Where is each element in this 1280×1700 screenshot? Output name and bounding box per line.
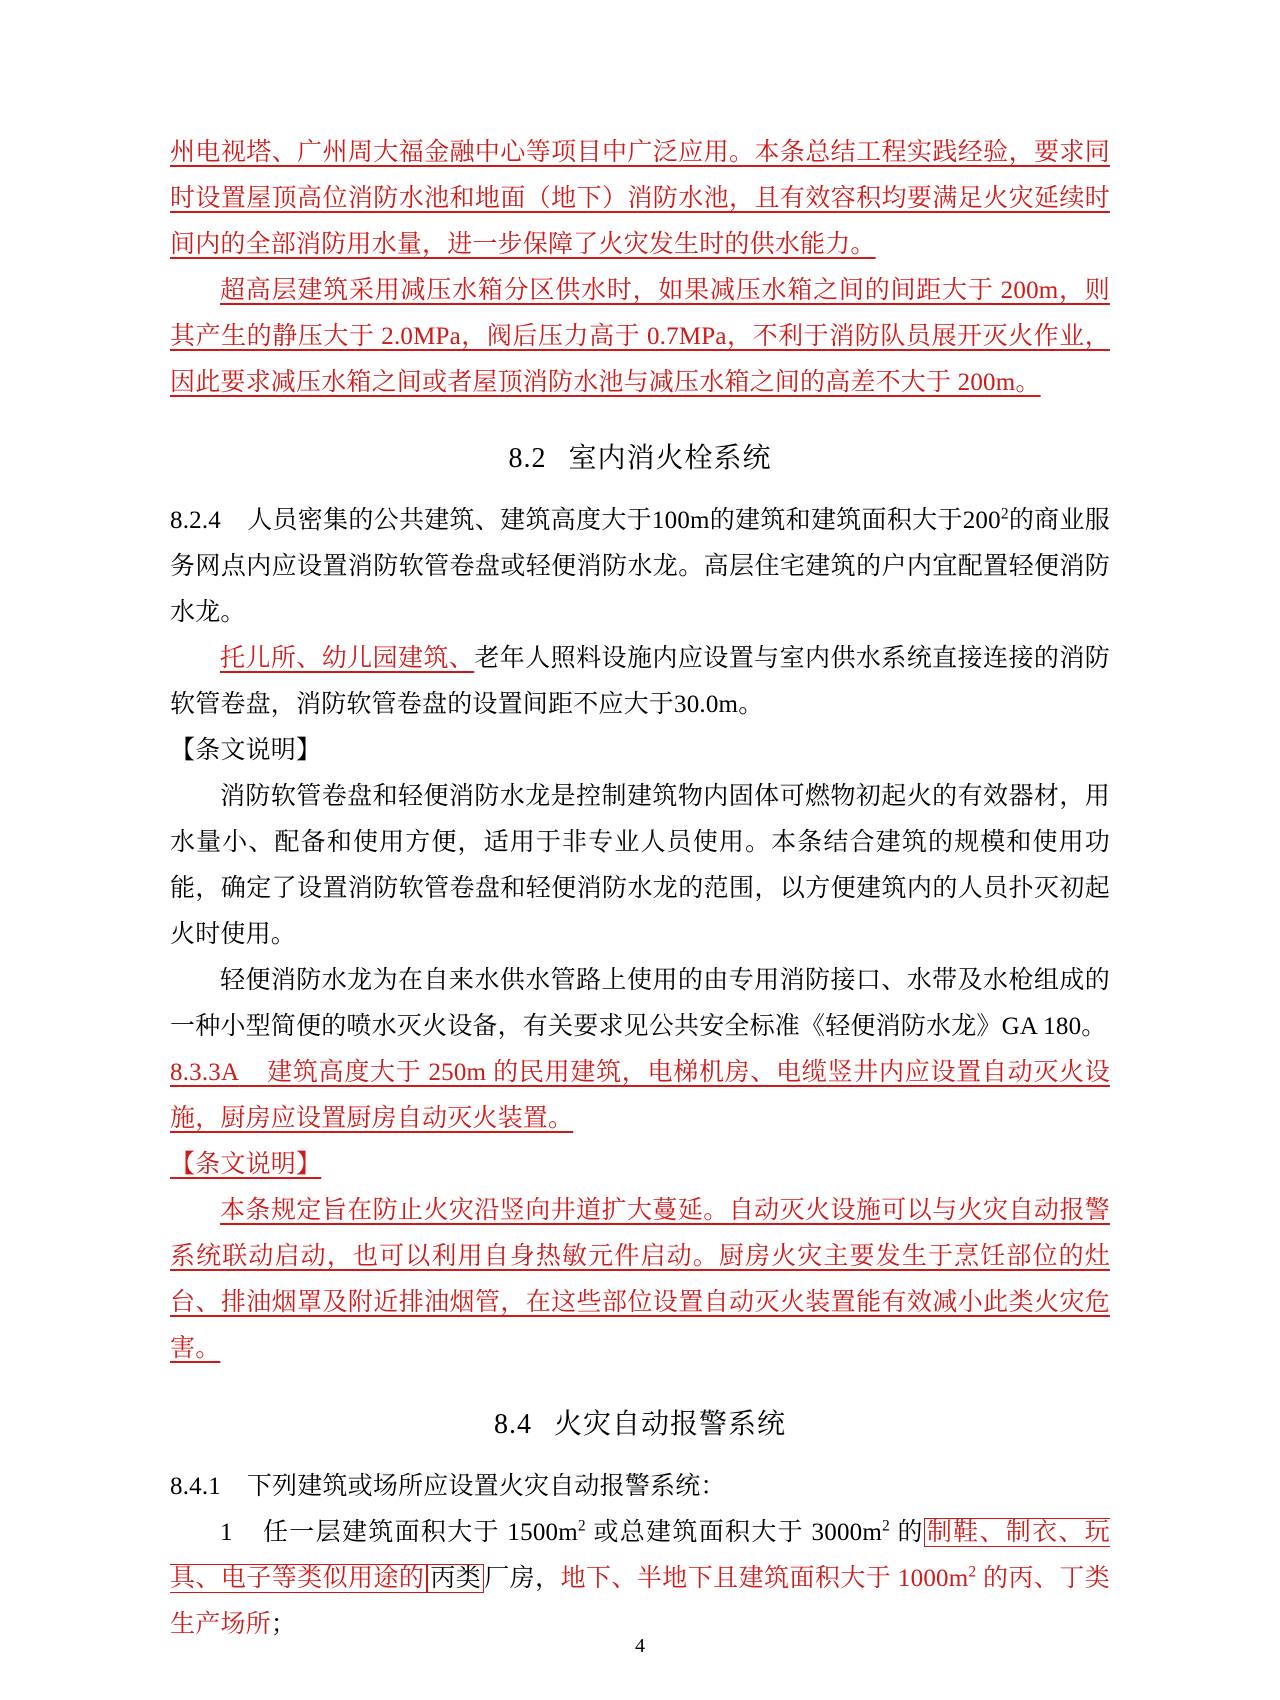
page-number: 4: [635, 1635, 645, 1657]
superscript-m2-d: $m^2$: [948, 1563, 977, 1592]
clause-8-2-4-red-segment: 托儿所、幼儿园建筑、: [220, 645, 475, 672]
section-title-8-2: 室内消火栓系统: [568, 443, 772, 474]
list-item-1-seg-4: 厂房，: [484, 1565, 561, 1592]
paragraph-red-1: 州电视塔、广州周大福金融中心等项目中广泛应用。本条总结工程实践经验，要求同时设置屋顶高位消防水池和地面（地下）消防水池，且有效容积均要满足火灾延续时间内的全部消防用水量，进一步保障了火灾发生时的供水能力。: [170, 139, 1110, 258]
superscript-value-3: 2: [968, 1563, 977, 1581]
list-item-1-red-1: 地下、半地下且建筑面积大于 1000: [560, 1565, 949, 1592]
clause-8-2-4-second-para: [170, 636, 1110, 728]
paragraph-red-2: 超高层建筑采用减压水箱分区供水时，如果减压水箱之间的间距大于 200m，则其产生的静压大于 2.0MPa，阀后压力高于 0.7MPa，不利于消防队员展开灭火作业，因此要求减压水箱之间或者屋顶消防水池与减压水箱之间的高差不大于 200m。: [170, 277, 1110, 396]
list-item-1-seg-1: 任一层建筑面积大于 1500: [262, 1519, 559, 1546]
note-paragraph-1: 消防软管卷盘和轻便消防水龙是控制建筑物内固体可燃物初起火的有效器材，用水量小、配备和使用方便，适用于非专业人员使用。本条结合建筑的规模和使用功能，确定了设置消防软管卷盘和轻便消防水龙的范围，以方便建筑内的人员扑灭初起火时使用。: [170, 783, 1110, 948]
clause-8-3-3A-text: 建筑高度大于 250m 的民用建筑，电梯机房、电缆竖井内应设置自动灭火设施，厨房应设置厨房自动灭火装置。: [170, 1059, 1110, 1132]
clause-8-4-1: [170, 1464, 1110, 1510]
list-item-1-number: 1: [220, 1519, 233, 1546]
note-paragraph-3: 本条规定旨在防止火灾沿竖向井道扩大蔓延。自动灭火设施可以与火灾自动报警系统联动启动，也可以利用自身热敏元件启动。厨房火灾主要发生于烹饪部位的灶台、排油烟罩及附近排油烟管，在这些部位设置自动灭火装置能有效减小此类火灾危害。: [170, 1197, 1110, 1362]
section-number-8-2: 8.2: [508, 443, 547, 474]
section-title-8-4: 火灾自动报警系统: [553, 1409, 786, 1440]
clause-8-2-4-black-segment: 老年人照料设施内应设置与室内供水系统直接连接的消防软管卷盘，消防软管卷盘的设置间距不应大于30.0m。: [170, 645, 1110, 718]
clause-8-2-4-text-a: 人员密集的公共建筑、建筑高度大于100m的建筑和建筑面积大于200: [247, 507, 1001, 534]
list-item-1-seg-5: ；: [270, 1611, 297, 1638]
superscript-m2-b: $m^2$: [558, 1517, 586, 1546]
clause-8-2-4: [170, 498, 1110, 636]
superscript-value-2: 2: [882, 1517, 890, 1535]
list-item-1-red-2: 的丙、丁类生产场所: [170, 1565, 1110, 1638]
clause-8-4-1-text: 下列建筑或场所应设置火灾自动报警系统：: [246, 1473, 726, 1500]
section-heading-8-4: [170, 1402, 1110, 1442]
list-item-1-boxed-red-1: 制鞋、制衣、玩具、电子等类似用途的: [170, 1519, 1110, 1592]
clause-number-8-4-1: 8.4.1: [170, 1473, 221, 1500]
section-heading-8-2: [170, 436, 1110, 476]
superscript-value-1: 2: [577, 1517, 586, 1535]
list-item-1-seg-3: 的: [889, 1519, 924, 1546]
clause-8-3-3A: [170, 1050, 1110, 1142]
note-paragraph-2: 轻便消防水龙为在自来水供水管路上使用的由专用消防接口、水带及水枪组成的一种小型简便的喷水灭火设备，有关要求见公共安全标准《轻便消防水龙》GA 180。: [170, 967, 1110, 1040]
clause-8-2-4-text-b: 的商业服务网点内应设置消防软管卷盘或轻便消防水龙。高层住宅建筑的户内宜配置轻便消防水龙。: [170, 507, 1110, 626]
list-item-1-boxed-black: 丙类: [427, 1564, 484, 1593]
list-item-1-seg-2: 或总建筑面积大于 3000: [585, 1519, 863, 1546]
section-number-8-4: 8.4: [493, 1409, 532, 1440]
clause-number-8-3-3A: 8.3.3A: [170, 1059, 240, 1086]
list-item-1: [170, 1510, 1110, 1648]
note-label-1: 【条文说明】: [170, 737, 322, 764]
superscript-m2-a: 2: [1000, 505, 1009, 523]
superscript-m2-c: $m^2$: [862, 1517, 890, 1546]
clause-number-8-2-4: 8.2.4: [170, 507, 221, 534]
note-label-2: 【条文说明】: [170, 1151, 322, 1178]
